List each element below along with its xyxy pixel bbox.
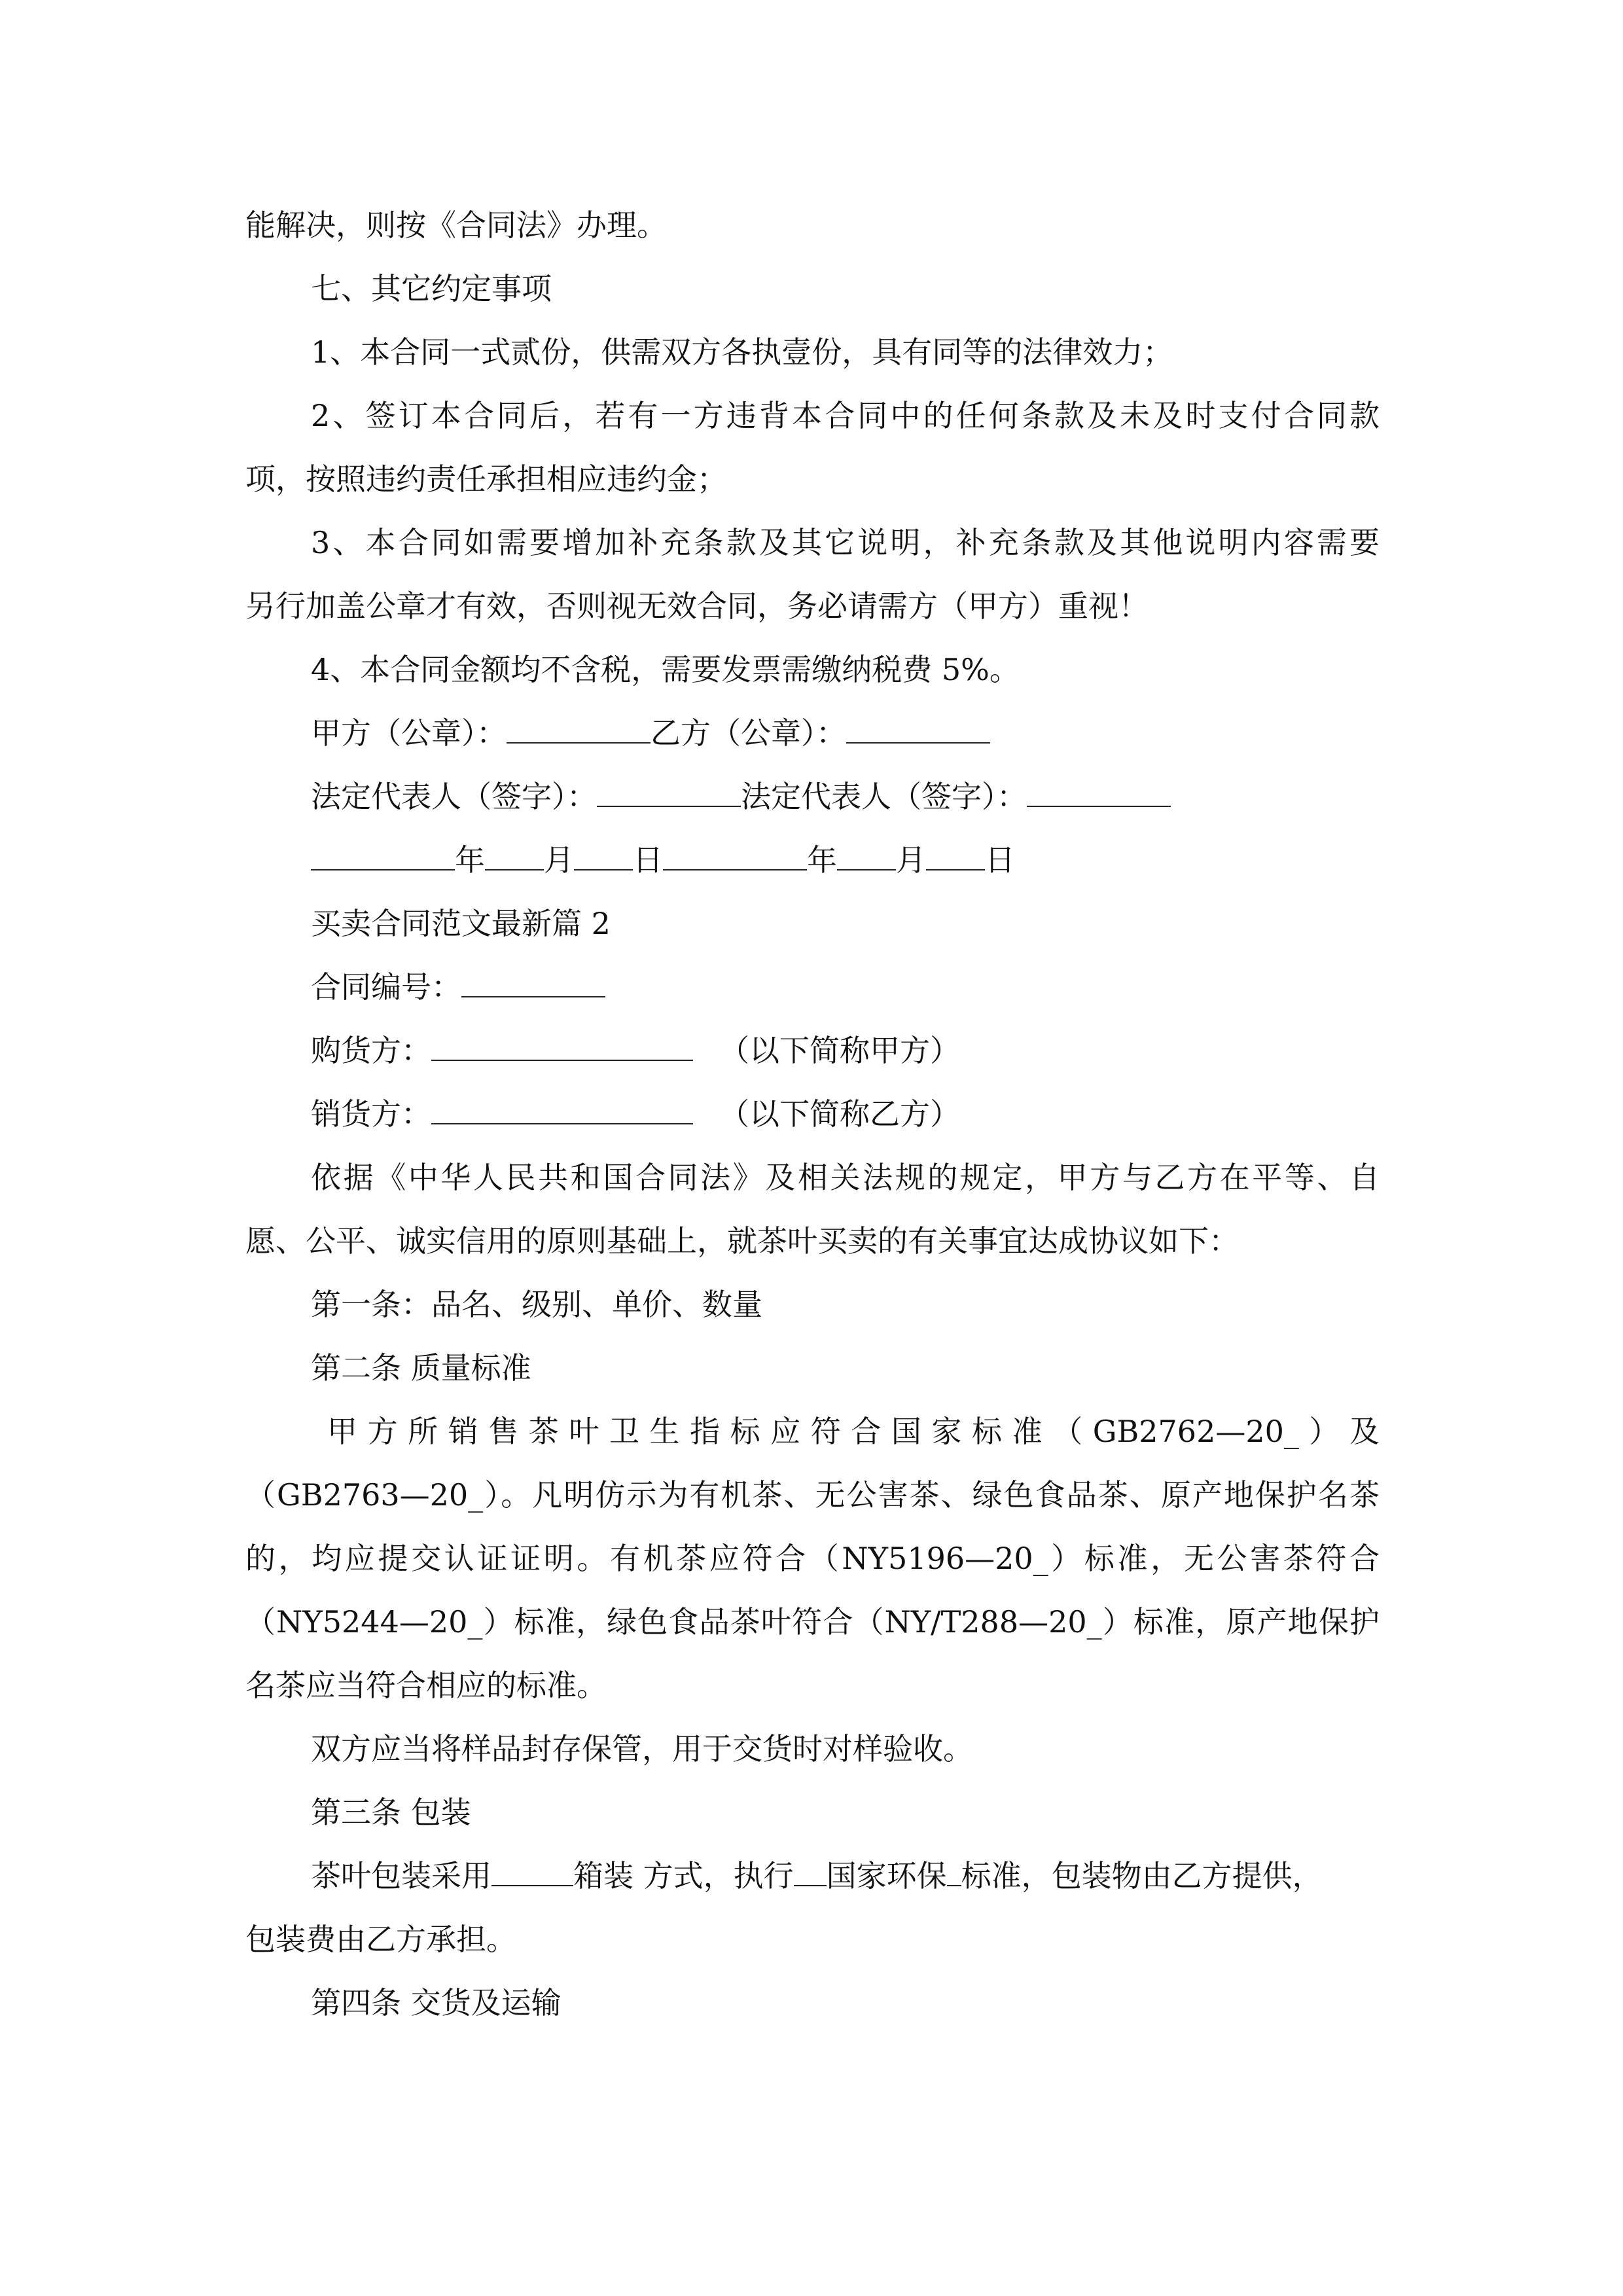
contract-number-blank[interactable] [461, 970, 605, 997]
buyer-note: （以下简称甲方） [719, 1033, 960, 1068]
date-row [245, 829, 1380, 892]
clause-3: 3、本合同如需要增加补充条款及其它说明，补充条款及其他说明内容需要 [311, 525, 1380, 560]
article-2-heading: 第二条 质量标准 [311, 1350, 531, 1386]
month-label: 月 [544, 842, 574, 878]
packaging-text: 标准，包装物由乙方提供， [961, 1858, 1323, 1893]
signature-seal-row [245, 702, 1380, 765]
packaging-text: 箱装 方式，执行 [573, 1858, 794, 1893]
clause-2: 2、签订本合同后，若有一方违背本合同中的任何条款及未及时支付合同款 [311, 398, 1380, 433]
packaging-standard: 国家环保 [826, 1858, 947, 1893]
party-b-seal-blank[interactable] [846, 716, 990, 744]
clause-4: 4、本合同金额均不含税，需要发票需缴纳税费 5%。 [311, 652, 1020, 687]
party-b-seal-label: 乙方（公章）： [651, 715, 846, 751]
signature-rep-row [245, 765, 1380, 829]
seller-row [245, 1083, 1380, 1146]
seller-label: 销货方： [311, 1096, 431, 1132]
paragraph-line: 双方应当将样品封存保管，用于交货时对样验收。 [311, 1731, 973, 1767]
document-title: 买卖合同范文最新篇 2 [311, 906, 611, 941]
preamble-line: 愿、公平、诚实信用的原则基础上，就茶叶买卖的有关事宜达成协议如下： [245, 1223, 1239, 1259]
article-1-heading: 第一条：品名、级别、单价、数量 [311, 1287, 762, 1322]
month-blank-a[interactable] [485, 843, 544, 870]
paragraph-line: 名茶应当符合相应的标准。 [245, 1668, 607, 1703]
paragraph-line: 包装费由乙方承担。 [245, 1922, 516, 1957]
article-3-heading: 第三条 包装 [311, 1795, 471, 1830]
buyer-blank[interactable] [431, 1033, 693, 1061]
document-body [245, 194, 1380, 2035]
party-a-seal-blank[interactable] [507, 716, 651, 744]
contract-number-label: 合同编号： [311, 969, 461, 1005]
standard-blank-b[interactable] [947, 1859, 961, 1886]
preamble-line: 依据《中华人民共和国合同法》及相关法规的规定，甲方与乙方在平等、自 [311, 1160, 1380, 1195]
seller-blank[interactable] [431, 1097, 693, 1124]
day-blank-b[interactable] [926, 843, 985, 870]
year-blank-a[interactable] [311, 843, 455, 870]
paragraph-line: （GB2763—20_）。凡明仿示为有机茶、无公害茶、绿色食品茶、原产地保护名茶 [245, 1477, 1380, 1513]
article-4-heading: 第四条 交货及运输 [311, 1985, 562, 2020]
paragraph-line: （NY5244—20_）标准，绿色食品茶叶符合（NY/T288—20_）标准，原产地保护 [245, 1604, 1380, 1640]
party-b-rep-blank[interactable] [1027, 780, 1171, 807]
paragraph-line: 另行加盖公章才有效，否则视无效合同，务必请需方（甲方）重视！ [245, 588, 1149, 624]
month-label: 月 [896, 842, 926, 878]
year-label: 年 [807, 842, 837, 878]
year-blank-b[interactable] [663, 843, 807, 870]
standard-blank-a[interactable] [794, 1859, 827, 1886]
paragraph-line: 能解决，则按《合同法》办理。 [245, 207, 667, 243]
buyer-row [245, 1019, 1380, 1083]
contract-number-row [245, 956, 1380, 1019]
party-a-rep-label: 法定代表人（签字）： [311, 779, 597, 814]
paragraph-line: 的，均应提交认证证明。有机茶应符合（NY5196—20_）标准，无公害茶符合 [245, 1541, 1380, 1576]
seller-note: （以下简称乙方） [719, 1096, 960, 1132]
paragraph-line: 甲方所销售茶叶卫生指标应符合国家标准（GB2762—20_）及 [327, 1414, 1380, 1449]
day-label: 日 [633, 842, 663, 878]
day-label: 日 [985, 842, 1015, 878]
packaging-text: 茶叶包装采用 [311, 1858, 491, 1893]
buyer-label: 购货方： [311, 1033, 431, 1068]
day-blank-a[interactable] [574, 843, 633, 870]
year-label: 年 [455, 842, 485, 878]
party-b-rep-label: 法定代表人（签字）： [741, 779, 1027, 814]
section-heading: 七、其它约定事项 [311, 271, 552, 306]
packaging-row [245, 1844, 1380, 1908]
month-blank-b[interactable] [837, 843, 896, 870]
party-a-rep-blank[interactable] [597, 780, 741, 807]
packaging-blank[interactable] [491, 1859, 573, 1886]
paragraph-line: 项，按照违约责任承担相应违约金； [245, 461, 727, 497]
party-a-seal-label: 甲方（公章）： [311, 715, 507, 751]
clause-1: 1、本合同一式贰份，供需双方各执壹份，具有同等的法律效力； [311, 334, 1173, 370]
